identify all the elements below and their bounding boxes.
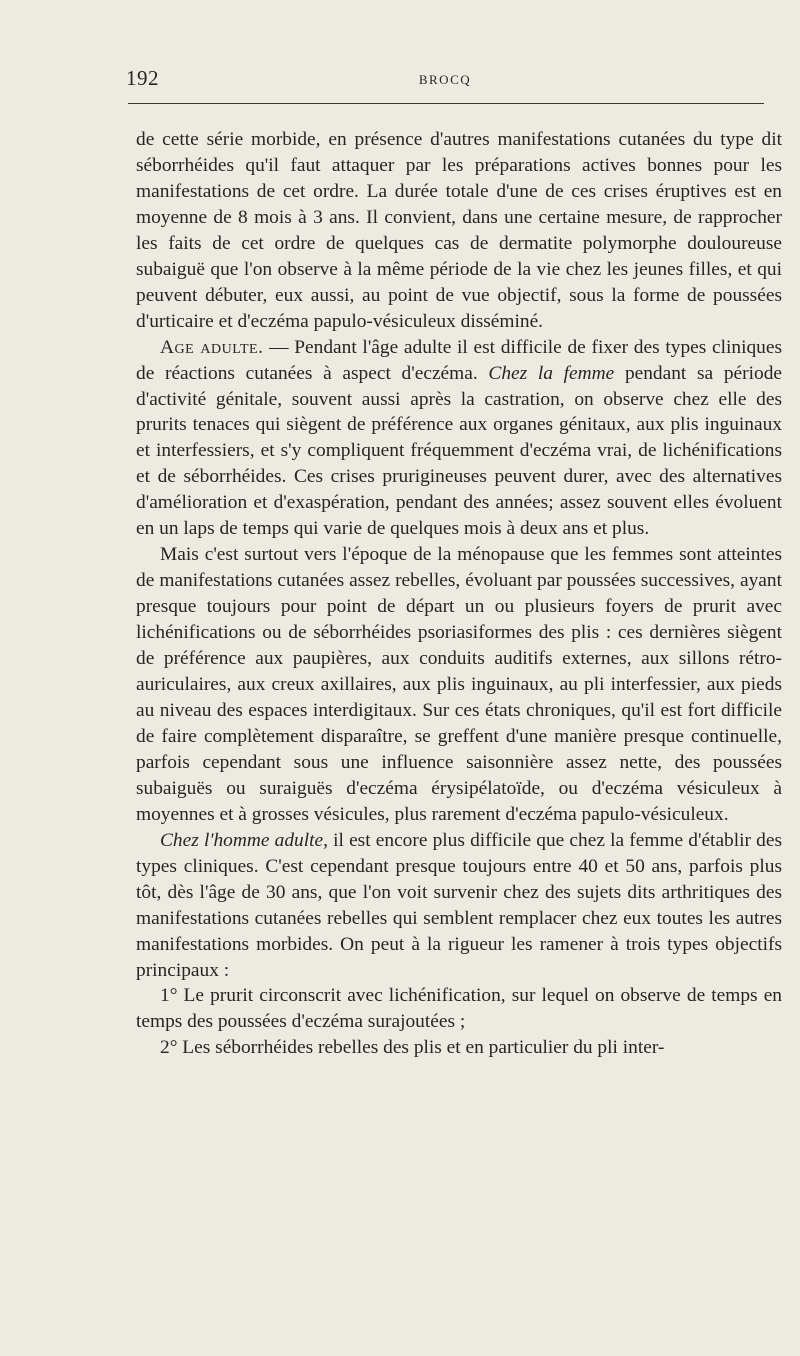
page-number: 192 <box>126 66 159 90</box>
paragraph-text: il est encore plus difficile que chez la femme d'établir des types cliniques. C'est cependant presque toujours entre 40 et 50 ans, parfois plus tôt, dès l'âge de 30 ans, que l'on voit survenir chez des sujets dits arthritiques des manifestations cutanées rebelles qui semblent remplacer chez eux toutes les autres manifestations morbides. On peut à la rigueur les ramener à trois types objectifs principaux : <box>136 829 782 981</box>
page-header <box>126 66 764 96</box>
paragraph-continuation: de cette série morbide, en présence d'autres manifestations cutanées du type dit séborrhéides qu'il faut attaquer par les préparations actives bonnes pour les manifestations de cet ordre. La durée totale d'une de ces crises éruptives est en moyenne de 8 mois à 3 ans. Il convient, dans une certaine mesure, de rapprocher les faits de cet ordre de quelques cas de dermatite polymorphe douloureuse subaiguë que l'on observe à la même période de la vie chez les jeunes filles, et qui peuvent débuter, eux aussi, au point de vue objectif, sous la forme de poussées d'urticaire et d'eczéma papulo-vésiculeux disséminé. <box>136 129 782 332</box>
list-item-1: 1° Le prurit circonscrit avec lichénification, sur lequel on observe de temps en temps des poussées d'eczéma surajoutées ; <box>136 985 782 1033</box>
list-item-2: 2° Les séborrhéides rebelles des plis et en particulier du pli inter- <box>160 1037 665 1059</box>
running-head: BROCQ <box>418 72 472 87</box>
paragraph-homme-adulte <box>136 828 782 984</box>
paragraph-text: — Pendant l'âge adulte il est difficile de fixer des types cliniques de réactions cutanées à aspect d'eczéma. <box>136 336 783 384</box>
paragraph-menopause: Mais c'est surtout vers l'époque de la ménopause que les femmes sont atteintes de manifestations cutanées assez rebelles, évoluant par poussées successives, ayant presque toujours pour point de départ un ou plusieurs foyers de prurit avec lichénifications ou de séborrhéides psoriasiformes des plis : ces dernières siègent de préférence aux paupières, aux conduits auditifs externes, aux sillons rétro-auriculaires, aux creux axillaires, aux plis inguinaux, au pli interfessier, aux pieds au niveau des espaces interdigitaux. Sur ces états chroniques, qu'il est fort difficile de faire complètement disparaître, se greffent d'une manière presque continuelle, parfois cependant sous une influence saisonnière assez nette, des poussées subaiguës ou suraiguës d'eczéma érysipélatoïde, ou d'eczéma vésiculeux à moyennes et à grosses vésicules, plus rarement d'eczéma papulo-vésiculeux. <box>136 544 782 825</box>
header-rule <box>128 103 764 104</box>
body-text <box>136 127 782 1061</box>
italic-phrase-chez-la-femme: Chez la femme <box>488 362 615 384</box>
italic-phrase-chez-l-homme-adulte: Chez l'homme adulte, <box>160 829 328 851</box>
section-heading-age-adulte: Age adulte. <box>160 336 264 358</box>
paragraph-age-adulte <box>136 335 782 543</box>
paragraph-text: pendant sa période d'activité génitale, souvent aussi après la castration, on observe chez elle des prurits tenaces qui siègent de préférence aux organes génitaux, aux plis inguinaux et interfessiers, et s'y compliquent fréquemment d'eczéma vrai, de lichénifications et de séborrhéides. Ces crises prurigineuses peuvent durer, avec des alternatives d'amélioration et d'exaspération, pendant des années; assez souvent elles évoluent en un laps de temps qui varie de quelques mois à deux ans et plus. <box>136 362 782 540</box>
